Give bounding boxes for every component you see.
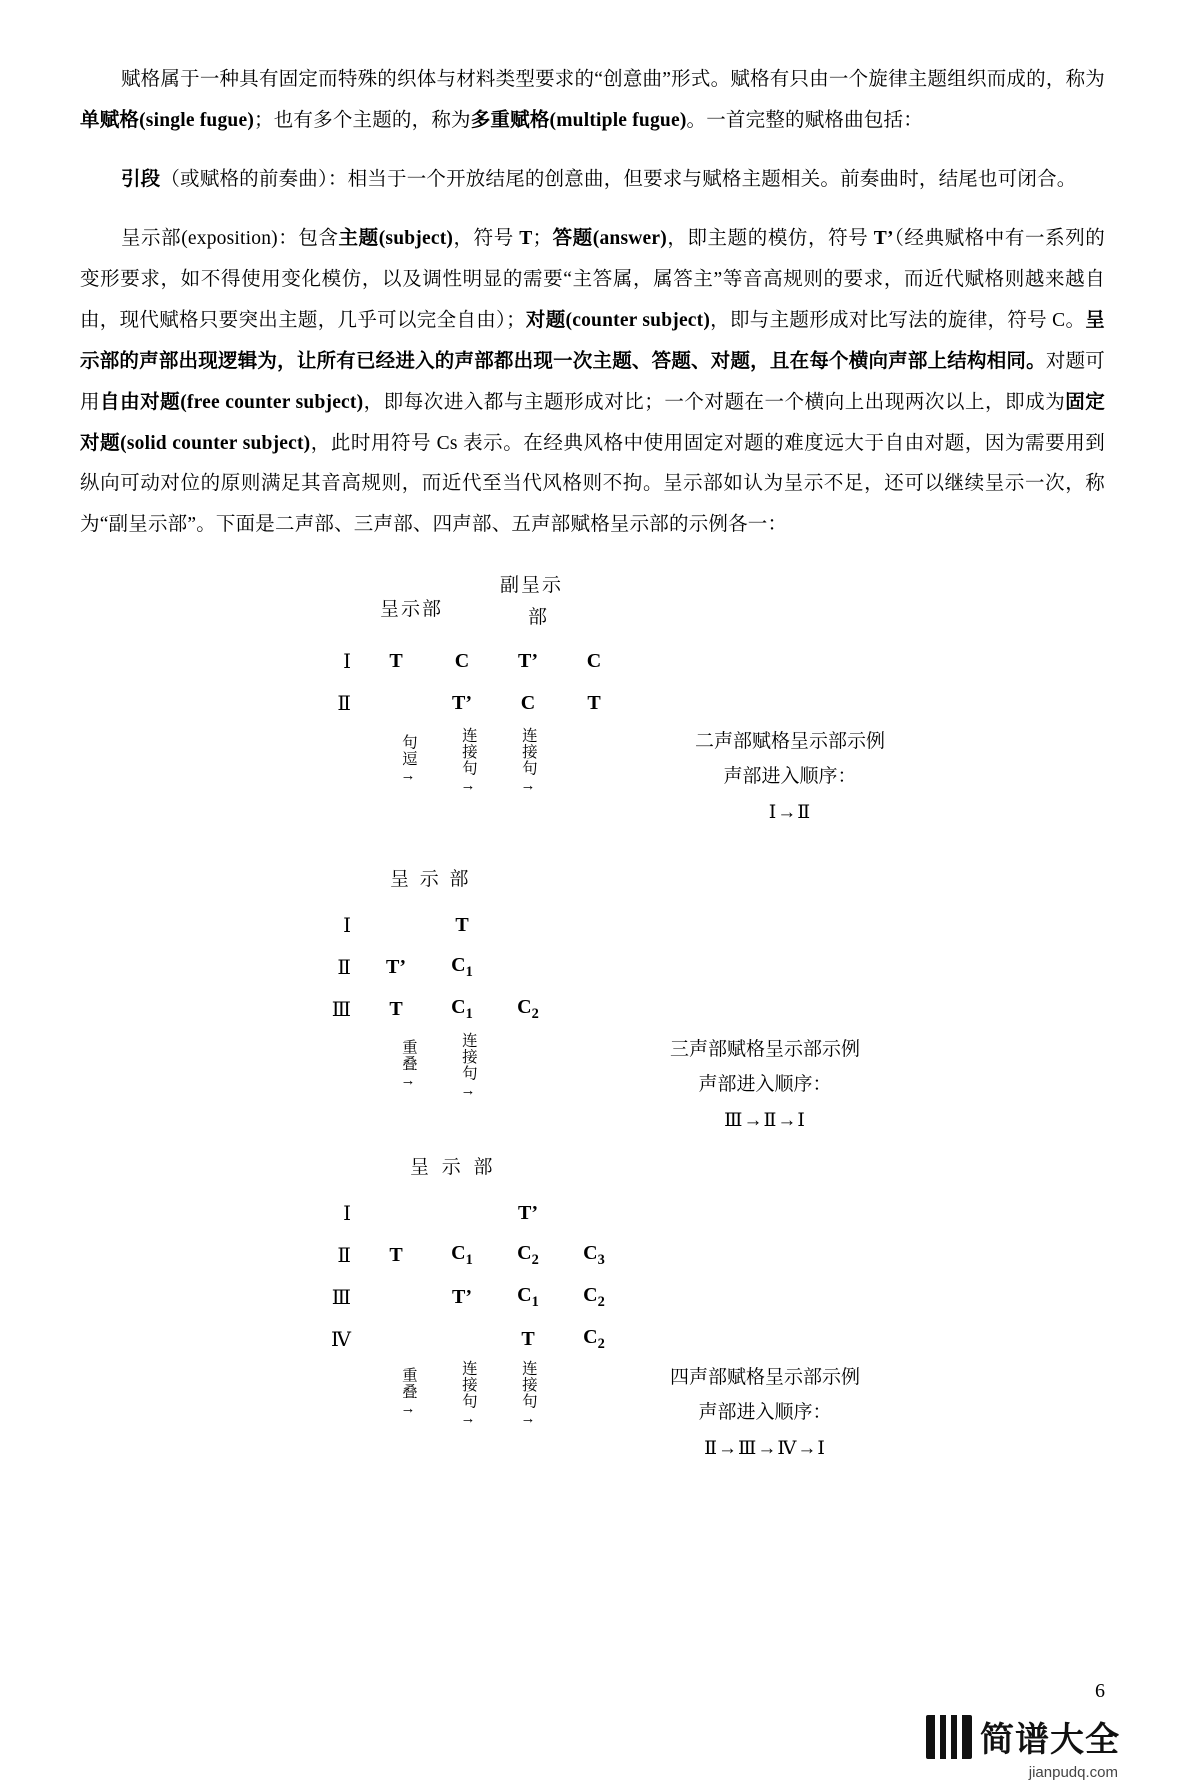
diagram1-annotation-3: [495, 727, 561, 794]
cell: T: [389, 649, 403, 672]
diagram1-header-subexposition-line2: 部: [528, 607, 550, 629]
paragraph-1: [80, 60, 1105, 142]
annotation-label: 连接句: [459, 727, 477, 777]
caption-subtitle: 声部进入顺序：: [698, 1074, 832, 1096]
diagram3-row-4: [295, 1318, 627, 1360]
cell: $C_1$: [451, 953, 473, 980]
cell: $C_1$: [451, 995, 473, 1022]
annotation-label: 重叠: [399, 1367, 417, 1401]
voice-label: Ⅲ: [331, 998, 351, 1021]
diagram2-row-1: [295, 904, 561, 946]
annotation-label: 重叠: [399, 1039, 417, 1073]
voice-label: Ⅰ: [343, 1202, 351, 1225]
diagram3-row-3: [295, 1276, 627, 1318]
cell: T’: [518, 1201, 538, 1224]
diagram1-row-1: [295, 640, 627, 682]
symbol-t-prime: T’: [873, 227, 894, 249]
diagram3-header-exposition: 呈 示 部: [410, 1157, 497, 1179]
page-number: 6: [1095, 1680, 1105, 1702]
cell: C: [586, 649, 602, 672]
text-run-bold: 引段: [120, 168, 161, 190]
arrow-icon: →: [520, 777, 536, 794]
text-run-bold: 自由对题(free counter subject): [100, 391, 364, 413]
diagram3-rows: [295, 1192, 627, 1360]
diagram2-annotation-1: [375, 1039, 441, 1089]
text-run: ，即与主题形成对比写法的旋律，符号 C。: [710, 309, 1086, 331]
arrow-icon: →: [520, 1410, 536, 1427]
arrow-icon: →: [460, 1082, 476, 1099]
text-run: ，符号: [453, 227, 520, 249]
article-body: [80, 60, 1105, 546]
diagram3-annotation-3: [495, 1360, 561, 1427]
voice-label: Ⅳ: [331, 1328, 351, 1351]
arrow-icon: →: [400, 768, 416, 785]
diagram1-rows: [295, 640, 627, 724]
cell: T: [389, 1243, 403, 1266]
voice-label: Ⅲ: [331, 1286, 351, 1309]
diagram3-annotation-1: [375, 1367, 441, 1417]
cell: $C_1$: [451, 1241, 473, 1268]
annotation-label: 连接句: [519, 727, 537, 777]
diagram1-annotation-1: [375, 734, 441, 784]
paragraph-2: [80, 160, 1105, 201]
diagram1-caption: [625, 724, 955, 829]
annotation-label: 句逗: [399, 734, 417, 768]
diagram3-caption: [580, 1360, 950, 1465]
caption-title: 四声部赋格呈示部示例: [669, 1367, 860, 1389]
diagram2-row-2: [295, 946, 561, 988]
diagram-three-voice: [80, 864, 1105, 1164]
text-run-bold: 对题(counter subject): [525, 309, 711, 331]
diagram3-row-1: [295, 1192, 627, 1234]
text-run: ，即每次进入都与主题形成对比；一个对题在一个横向上出现两次以上，即成为: [363, 391, 1066, 413]
text-run: ，即主题的模仿，符号: [666, 227, 874, 249]
caption-title: 二声部赋格呈示部示例: [694, 731, 885, 753]
cell: T: [587, 691, 601, 714]
diagram-two-voice: [80, 572, 1105, 872]
arrow-icon: →: [400, 1401, 416, 1418]
diagram2-annotation-2: [435, 1032, 501, 1099]
cell: T’: [386, 955, 406, 978]
text-run: 对题可用: [80, 350, 1105, 413]
diagram1-annotation-2: [435, 727, 501, 794]
diagram3-row-2: [295, 1234, 627, 1276]
diagram1-row-2: [295, 682, 627, 724]
diagram2-header-exposition: 呈 示 部: [390, 869, 472, 891]
caption-order: Ⅱ→Ⅲ→Ⅳ→Ⅰ: [704, 1437, 826, 1459]
cell: C: [520, 691, 536, 714]
caption-subtitle: 声部进入顺序：: [723, 766, 857, 788]
diagram1-header-subexposition-line1: 副呈示: [500, 575, 564, 597]
text-run-bold: 单赋格(single fugue): [80, 109, 255, 131]
text-run: ；也有多个主题的，称为: [254, 109, 471, 131]
text-run: 赋格属于一种具有固定而特殊的织体与材料类型要求的“创意曲”形式。赋格有只由一个旋律主题组织而成的，称为: [120, 69, 1105, 90]
caption-subtitle: 声部进入顺序：: [698, 1402, 832, 1424]
paragraph-3: [80, 219, 1105, 547]
cell: $C_2$: [517, 995, 539, 1022]
site-logo: [926, 1712, 1120, 1781]
voice-label: Ⅱ: [337, 692, 351, 715]
voice-label: Ⅰ: [343, 914, 351, 937]
logo-text: 简谱大全: [980, 1721, 1120, 1759]
voice-label: Ⅱ: [337, 1244, 351, 1267]
arrow-icon: →: [460, 1410, 476, 1427]
caption-order: Ⅲ→Ⅱ→Ⅰ: [724, 1109, 806, 1131]
annotation-label: 连接句: [459, 1360, 477, 1410]
voice-label: Ⅱ: [337, 956, 351, 979]
text-run: （经典赋格中有一系列的变形要求，如不得使用变化模仿，以及调性明显的需要“主答属，属答主”等音高规则的要求，而近代赋格则越来越自由，现代赋格只要突出主题，几乎可以完全自由）；: [80, 227, 1105, 331]
diagram2-caption: [580, 1032, 950, 1137]
cell: T: [455, 913, 469, 936]
text-run-bold: 多重赋格(multiple fugue): [470, 109, 687, 131]
cell: T: [521, 1327, 535, 1350]
annotation-label: 连接句: [519, 1360, 537, 1410]
cell: T: [389, 997, 403, 1020]
cell: $C_2$: [517, 1241, 539, 1268]
piano-keys-icon: [926, 1715, 972, 1759]
text-run-bold: 主题(subject): [338, 227, 454, 249]
cell: $C_2$: [583, 1283, 605, 1310]
cell: $C_1$: [517, 1283, 539, 1310]
text-run: ；: [532, 227, 553, 249]
caption-order: Ⅰ→Ⅱ: [768, 801, 812, 823]
logo-url: jianpudq.com: [1028, 1764, 1118, 1781]
text-run: 。一首完整的赋格曲包括：: [686, 109, 923, 131]
text-run: 呈示部(exposition)：包含: [120, 227, 339, 249]
cell: T’: [518, 649, 538, 672]
arrow-icon: →: [460, 777, 476, 794]
text-run-bold: 呈示部的声部出现逻辑为，让所有已经进入的声部都出现一次主题、答题、对题，且在每个横向声部上结构相同。: [80, 309, 1105, 372]
cell: T’: [452, 1285, 472, 1308]
diagram2-rows: [295, 904, 561, 1030]
diagram2-row-3: [295, 988, 561, 1030]
text-run-bold: 答题(answer): [552, 227, 667, 249]
diagram1-header-exposition: 呈示部: [380, 599, 444, 621]
cell: C: [454, 649, 470, 672]
text-run: （或赋格的前奏曲）：相当于一个开放结尾的创意曲，但要求与赋格主题相关。前奏曲时，结尾也可闭合。: [160, 168, 1077, 190]
symbol-t: T: [519, 227, 533, 249]
arrow-icon: →: [400, 1073, 416, 1090]
cell: $C_2$: [583, 1325, 605, 1352]
diagram3-annotation-2: [435, 1360, 501, 1427]
voice-label: Ⅰ: [343, 650, 351, 673]
text-run: ，此时用符号 Cs 表示。在经典风格中使用固定对题的难度远大于自由对题，因为需要用到纵向可动对位的原则满足其音高规则，而近代至当代风格则不拘。呈示部如认为呈示不足，还可以继续呈示一次，称为“副呈示部”。下面是二声部、三声部、四声部、五声部赋格呈示部的示例各一：: [80, 432, 1105, 536]
cell: $C_3$: [583, 1241, 605, 1268]
annotation-label: 连接句: [459, 1032, 477, 1082]
diagram-four-voice: [80, 1152, 1105, 1472]
text-run-bold: 固定对题(solid counter subject): [80, 391, 1105, 454]
caption-title: 三声部赋格呈示部示例: [669, 1039, 860, 1061]
cell: T’: [452, 691, 472, 714]
